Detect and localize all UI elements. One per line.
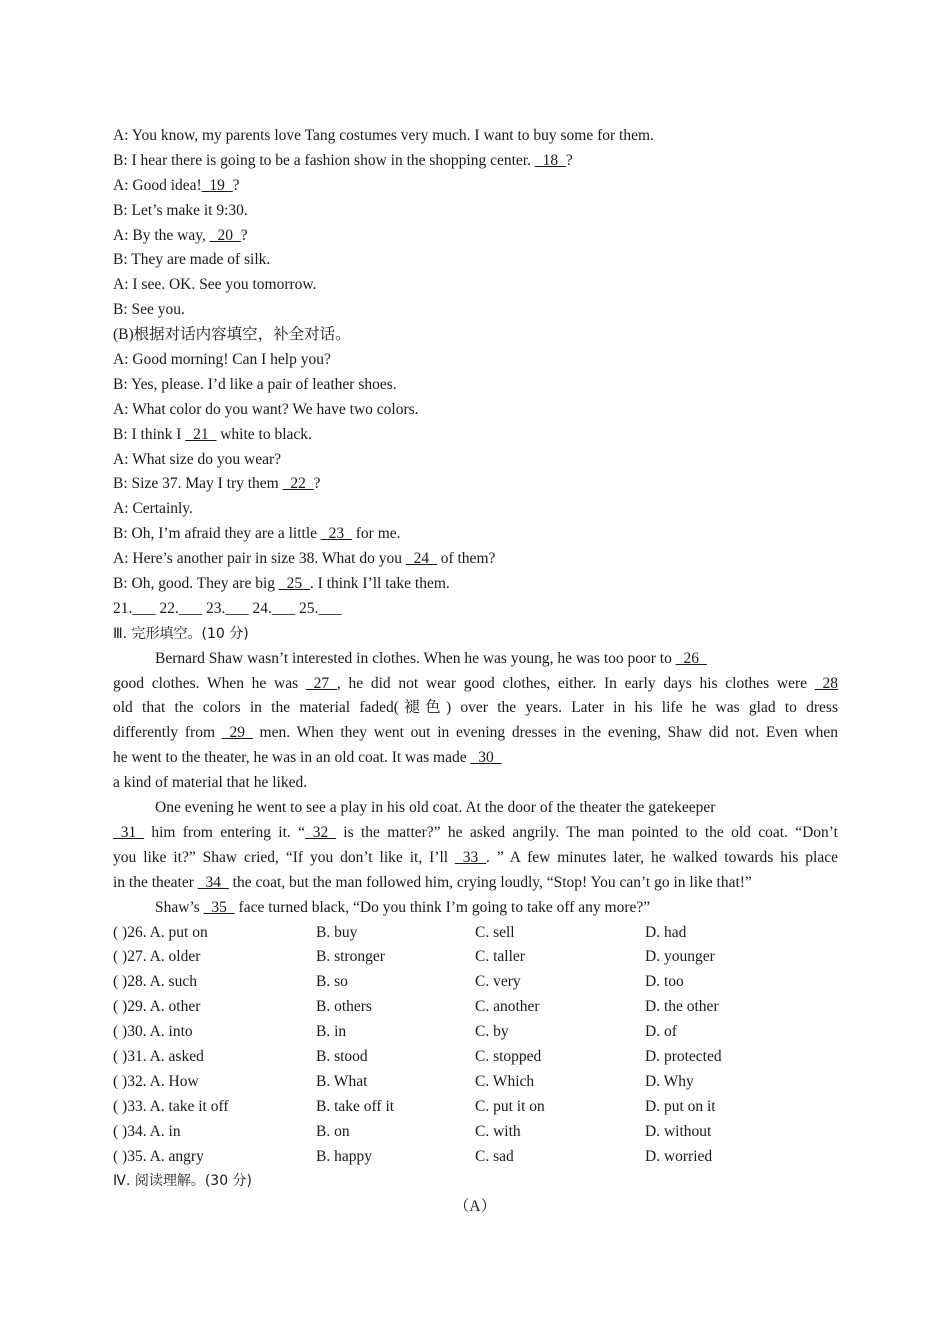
passage-line: One evening he went to see a play in his old coat. At the door of the theater the gatekeeper [155, 799, 716, 817]
blank: _25_ [278, 575, 310, 593]
blank: _28 [814, 674, 838, 692]
blank: _20_ [209, 226, 241, 244]
blank: _23_ [320, 525, 352, 543]
question-options: ( )26. A. put on B. buy C. sell D. had [113, 923, 687, 941]
blank: _24_ [405, 550, 437, 568]
dialog-line: B: Yes, please. I’d like a pair of leather shoes. [113, 375, 397, 393]
dialog-line: B: I hear there is going to be a fashion show in the shopping center. _18_? [113, 151, 573, 169]
question-options: ( )32. A. How B. What C. Which D. Why [113, 1072, 694, 1090]
passage-line: he went to the theater, he was in an old coat. It was made _30_ [113, 749, 502, 767]
blank: _21_ [185, 425, 217, 443]
passage-line: in the theater _34_ the coat, but the man followed him, crying loudly, “Stop! You can’t go in like that!” [113, 873, 752, 891]
blank: _22_ [282, 475, 314, 493]
question-options: ( )31. A. asked B. stood C. stopped D. protected [113, 1047, 722, 1065]
worksheet-page [113, 124, 838, 1194]
question-options: ( )30. A. into B. in C. by D. of [113, 1023, 677, 1041]
blank: _18_ [534, 151, 566, 169]
question-options: ( )34. A. in B. on C. with D. without [113, 1122, 712, 1140]
dialog-line: B: They are made of silk. [113, 251, 271, 269]
dialog-line: A: What color do you want? We have two colors. [113, 400, 419, 418]
dialog-line: B: Oh, good. They are big _25_. I think I’ll take them. [113, 575, 450, 593]
blank: _31_ [113, 823, 144, 841]
blank: _30_ [470, 749, 502, 767]
passage-line: old that the colors in the material faded(褪色) over the years. Later in his life he was glad to dress [113, 699, 838, 717]
blank: _27_ [305, 674, 337, 692]
dialog-line: A: Here’s another pair in size 38. What do you _24_ of them? [113, 550, 496, 568]
dialog-line: B: Size 37. May I try them _22_? [113, 475, 321, 493]
section-3-title: Ⅲ. 完形填空。(10 分) [113, 625, 249, 642]
blank: _32_ [304, 823, 336, 841]
question-options: ( )28. A. such B. so C. very D. too [113, 973, 684, 991]
passage-line: _31_ him from entering it. “_32_ is the matter?” he asked angrily. The man pointed to the old coat. “Don’t [113, 823, 838, 841]
question-options: ( )29. A. other B. others C. another D. the other [113, 998, 719, 1016]
blank: _35_ [203, 898, 235, 916]
blank: _26_ [675, 649, 707, 667]
passage-line: Bernard Shaw wasn’t interested in clothes. When he was young, he was too poor to _26_ [155, 649, 707, 667]
dialog-line: A: Good idea!_19_? [113, 176, 240, 194]
blank: _34_ [197, 873, 229, 891]
question-options: ( )27. A. older B. stronger C. taller D. younger [113, 948, 715, 966]
dialog-line: A: Good morning! Can I help you? [113, 351, 331, 369]
passage-line: good clothes. When he was _27_, he did not wear good clothes, either. In early days his clothes were _28 [113, 674, 838, 692]
dialog-line: A: By the way, _20_? [113, 226, 248, 244]
dialog-line: A: You know, my parents love Tang costumes very much. I want to buy some for them. [113, 127, 654, 144]
question-options: ( )33. A. take it off B. take off it C. put it on D. put on it [113, 1097, 716, 1115]
section-4-title: Ⅳ. 阅读理解。(30 分) [113, 1173, 253, 1190]
passage-line: differently from _29_ men. When they went out in evening dresses in the evening, Shaw did not. Even when [113, 724, 838, 742]
blank: _19_ [201, 176, 233, 194]
reading-part-label: （A） [453, 1198, 497, 1215]
passage-line: you like it?” Shaw cried, “If you don’t like it, I’ll _33_. ” A few minutes later, he walked towards his place [113, 848, 838, 866]
blank: _29_ [221, 724, 253, 742]
dialog-line: B: See you. [113, 301, 185, 319]
blank: _33_ [455, 848, 487, 866]
dialog-line: A: Certainly. [113, 500, 193, 518]
dialog-line: B: Let’s make it 9:30. [113, 201, 248, 219]
passage-line: a kind of material that he liked. [113, 774, 308, 792]
answer-line: 21.___ 22.___ 23.___ 24.___ 25.___ [113, 599, 342, 617]
dialog-line: B: Oh, I’m afraid they are a little _23_ for me. [113, 525, 401, 543]
dialog-line: B: I think I _21_ white to black. [113, 425, 312, 443]
dialog-line: A: I see. OK. See you tomorrow. [113, 276, 317, 294]
passage-line: Shaw’s _35_ face turned black, “Do you think I’m going to take off any more?” [155, 898, 651, 916]
question-options: ( )35. A. angry B. happy C. sad D. worried [113, 1147, 713, 1165]
dialog-line: A: What size do you wear? [113, 450, 282, 468]
section-b-title: (B)根据对话内容填空，补全对话。 [113, 326, 351, 344]
